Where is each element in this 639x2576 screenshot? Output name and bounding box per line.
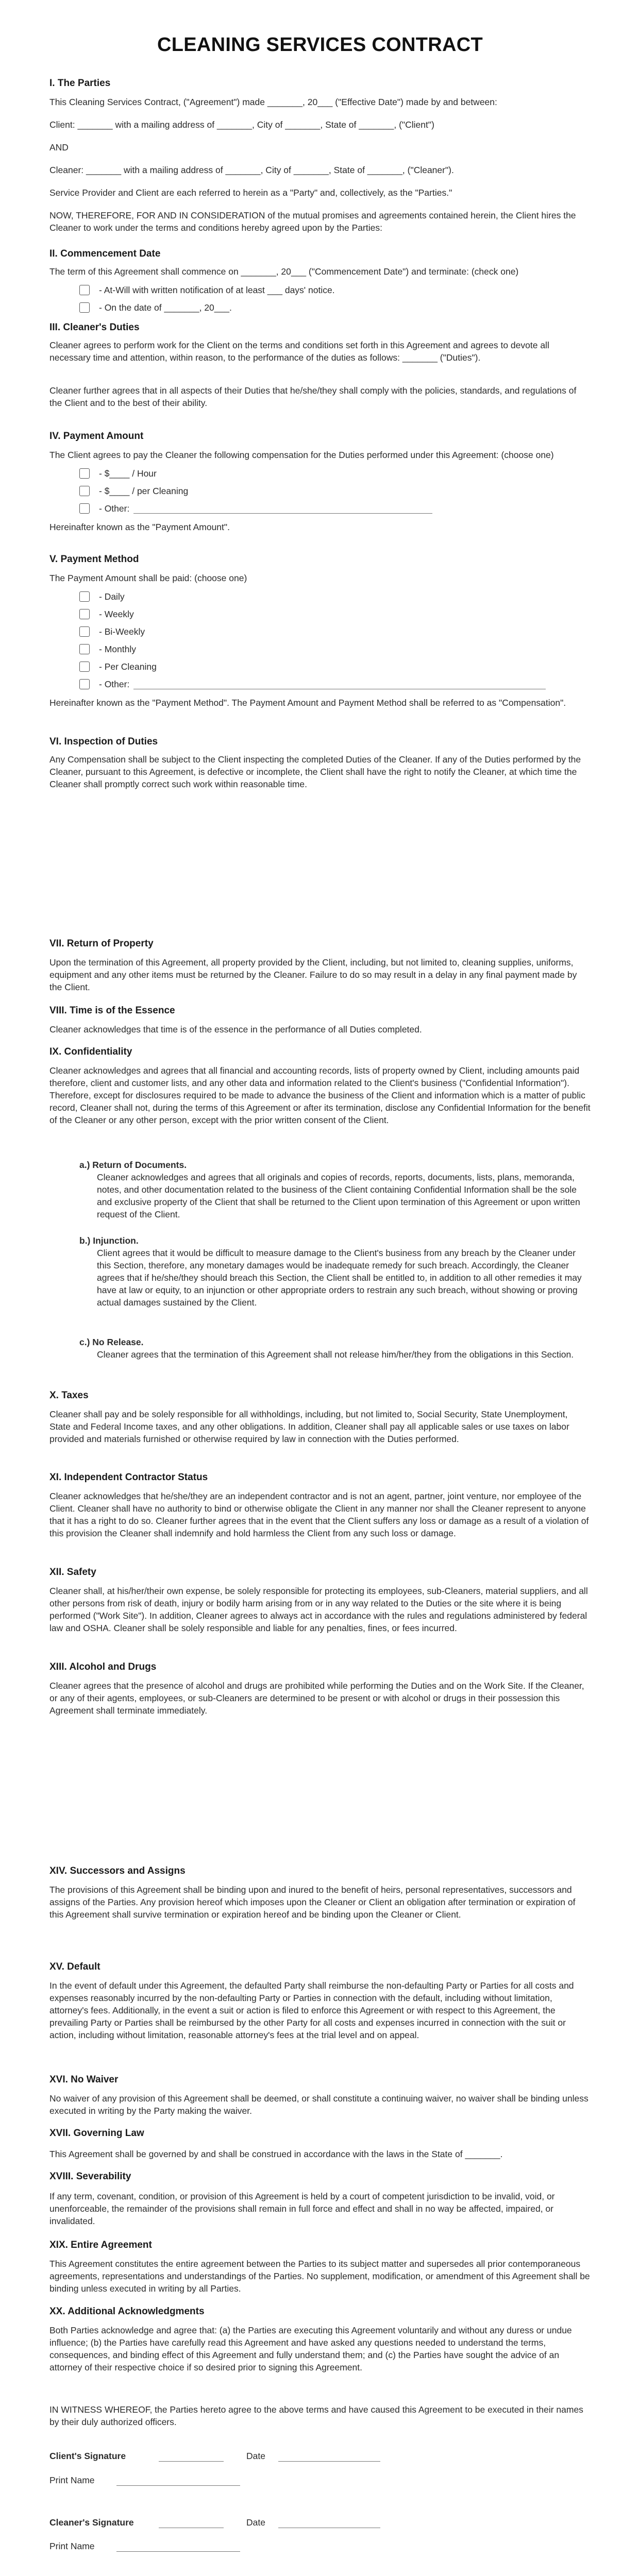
option-label: - Other: (99, 503, 130, 514)
paragraph: Hereinafter known as the "Payment Method". The Payment Amount and Payment Method shall be referred to as "Compensation". (49, 698, 566, 708)
section-severability (49, 2171, 591, 2227)
client-date-line[interactable] (278, 2452, 380, 2462)
payment-option-hourly[interactable] (79, 467, 591, 480)
client-signature-line[interactable] (159, 2452, 224, 2462)
section-heading: V. Payment Method (49, 554, 139, 565)
paragraph: Hereinafter known as the "Payment Amount". (49, 522, 230, 532)
option-label: - On the date of _______, 20___. (99, 302, 232, 313)
option-label: - Daily (99, 591, 125, 602)
section-heading: XVI. No Waiver (49, 2074, 119, 2085)
section-heading: XIV. Successors and Assigns (49, 1866, 186, 1876)
paragraph: Upon the termination of this Agreement, all property provided by the Client, including, but not limited to, cleaning supplies, uniforms, equipment and any other items must be returned by the Cleaner. Failure to do so may result in a delay in any final payment made by the Client. (49, 957, 577, 992)
payment-option-per-cleaning[interactable] (79, 485, 591, 497)
cleaner-signature-line[interactable] (159, 2518, 224, 2528)
checkbox[interactable] (79, 486, 90, 496)
other-input-line[interactable] (133, 680, 546, 689)
section-entire-agreement (49, 2239, 591, 2295)
paragraph: Cleaner acknowledges and agrees that all financial and accounting records, lists of property owned by Client, including amounts paid therefore, client and customer lists, and any other data and information related to the Client's business ("Confidential Information"). Therefore, except for disclosures required to be made to advance the business of the Client and information which is a matter of public record, Cleaner shall not, during the terms of this Agreement or after its termination, disclose any Confidential Information for the benefit of the Cleaner or any other person, except with the prior written consent of the Client. (49, 1065, 591, 1125)
section-acknowledgments (49, 2306, 591, 2374)
section-heading: XIII. Alcohol and Drugs (49, 1662, 157, 1672)
option-label: - Per Cleaning (99, 662, 157, 672)
client-signature-row (49, 2451, 380, 2462)
method-option-per-cleaning[interactable] (79, 660, 591, 673)
paragraph: Any Compensation shall be subject to the Client inspecting the completed Duties of the Cleaner. If any of the Duties performed by the Cleaner, pursuant to this Agreement, is defective or incomplete, the Client shall have the right to notify the Cleaner, at which time the Cleaner shall promptly correct such work within reasonable time. (49, 754, 581, 789)
section-inspection (49, 736, 591, 790)
checkbox[interactable] (79, 644, 90, 654)
method-option-other[interactable] (79, 678, 591, 690)
subsection-heading: b.) Injunction. (79, 1235, 139, 1246)
method-option-weekly[interactable] (79, 608, 591, 620)
section-heading: III. Cleaner's Duties (49, 322, 140, 333)
paragraph: Client agrees that it would be difficult to measure damage to the Client's business from any breach by the Cleaner under this Section, therefore, any monetary damages would be inadequate remedy for such breach. Accordingly, the Cleaner agrees that if he/she/they should breach this Section, the Client shall be entitled to, in addition to all other remedies it may have at law or equity, to an injunction or other appropriate orders to restrain any such breach, without showing or proving actual damages sustained by the Client. (97, 1248, 582, 1308)
checkbox[interactable] (79, 626, 90, 637)
section-return-of-property (49, 938, 591, 993)
paragraph: AND (49, 142, 69, 152)
cleaner-print-name-line[interactable] (116, 2542, 240, 2552)
section-parties (49, 77, 591, 234)
document-title: CLEANING SERVICES CONTRACT (157, 34, 483, 56)
option-label: - Weekly (99, 609, 134, 619)
option-label: - At-Will with written notification of at least ___ days' notice. (99, 285, 335, 295)
checkbox[interactable] (79, 302, 90, 313)
section-commencement (49, 248, 591, 314)
option-label: - Other: (99, 679, 130, 689)
paragraph: The term of this Agreement shall commence on _______, 20___ ("Commencement Date") and terminate: (check one) (49, 266, 519, 277)
option-label: - $____ / Hour (99, 468, 157, 479)
client-print-name-line[interactable] (116, 2476, 240, 2486)
section-heading: X. Taxes (49, 1390, 89, 1401)
option-label: - Bi-Weekly (99, 626, 145, 637)
paragraph: This Cleaning Services Contract, ("Agreement") made _______, 20___ ("Effective Date") made by and between: (49, 97, 497, 107)
section-heading: XII. Safety (49, 1567, 96, 1578)
option-label: - Monthly (99, 644, 136, 654)
paragraph: In the event of default under this Agreement, the defaulted Party shall reimburse the non-defaulting Party or Parties for all costs and expenses reasonably incurred by the non-defaulting Party or Parties in connection with the default, including without limitation, attorney's fees. Additionally, in the event a suit or action is filed to enforce this Agreement or with respect to this Agreement, the prevailing Party or Parties shall be reimbursed by the other Party for all costs and expenses incurred in connection with the suit or action, including without limitation, reasonable attorney's fees at the trial level and on appeal. (49, 1980, 574, 2040)
paragraph: Cleaner agrees that the presence of alcohol and drugs are prohibited while performing the Duties and on the Work Site. If the Cleaner, or any of their agents, employees, or sub-Cleaners are determined to be present or with alcohol or drugs in their possession this Agreement shall terminate immediately. (49, 1681, 584, 1716)
payment-option-other[interactable] (79, 502, 591, 515)
section-heading: XVII. Governing Law (49, 2128, 144, 2139)
section-heading: XV. Default (49, 1961, 100, 1972)
section-alcohol-drugs (49, 1661, 591, 1717)
subsection-heading: a.) Return of Documents. (79, 1160, 187, 1170)
checkbox[interactable] (79, 591, 90, 602)
section-heading: VI. Inspection of Duties (49, 736, 158, 747)
section-heading: XX. Additional Acknowledgments (49, 2306, 205, 2317)
paragraph: This Agreement shall be governed by and shall be construed in accordance with the laws in the State of _______. (49, 2149, 503, 2159)
section-heading: VII. Return of Property (49, 938, 154, 949)
section-independent-contractor (49, 1471, 591, 1539)
section-safety (49, 1566, 591, 1634)
paragraph: Cleaner acknowledges that he/she/they are an independent contractor and is not an agent, partner, joint venture, nor employee of the Client. Cleaner shall have no authority to bind or otherwise obligate the Client in any manner nor shall the Cleaner represent to anyone that it has a right to do so. Cleaner further agrees that in the event that the Client suffers any loss or damage as a result of a violation of this provision the Cleaner shall indemnify and hold harmless the Client from any such loss or damage. (49, 1491, 589, 1538)
method-option-biweekly[interactable] (79, 625, 591, 638)
term-option-at-will[interactable] (79, 284, 591, 296)
cleaner-signature-row (49, 2517, 380, 2528)
paragraph: The provisions of this Agreement shall be binding upon and inured to the benefit of heirs, personal representatives, successors and assigns of the Parties. Any provision hereof which imposes upon the Cleaner or Client an obligation after termination or expiration of this Agreement shall survive termination or expiration hereof and be binding upon the Cleaner or Client. (49, 1885, 576, 1920)
paragraph: This Agreement constitutes the entire agreement between the Parties to its subject matter and supersedes all prior contemporaneous agreements, representations and understandings of the Parties. No supplement, modification, or amendment of this Agreement shall be binding unless executed in writing by all Parties. (49, 2259, 590, 2294)
witness-paragraph (49, 2403, 591, 2428)
section-heading: I. The Parties (49, 78, 111, 89)
subsection-return-of-documents (79, 1159, 590, 1221)
subsection-heading: c.) No Release. (79, 1337, 144, 1347)
section-successors (49, 1865, 591, 1921)
checkbox[interactable] (79, 285, 90, 295)
client-signature-label: Client's Signature (49, 2451, 126, 2461)
section-heading: II. Commencement Date (49, 248, 161, 259)
term-option-date[interactable] (79, 301, 591, 314)
section-payment-method (49, 553, 591, 709)
section-default (49, 1961, 591, 2041)
client-line: Client: _______ with a mailing address of _______, City of _______, State of _______, ("Client") (49, 120, 434, 130)
method-option-monthly[interactable] (79, 643, 591, 655)
paragraph: Cleaner acknowledges that time is of the essence in the performance of all Duties completed. (49, 1024, 422, 1035)
section-heading: VIII. Time is of the Essence (49, 1005, 175, 1016)
method-option-daily[interactable] (79, 590, 591, 603)
date-label: Date (246, 2451, 265, 2461)
subsection-no-release (79, 1336, 590, 1361)
section-heading: XVIII. Severability (49, 2171, 131, 2182)
paragraph: Cleaner acknowledges and agrees that all originals and copies of records, reports, documents, lists, plans, memoranda, notes, and other documentation related to the business of the Client containing Confidential Information shall be the sole and exclusive property of the Client that shall be returned to the Client upon termination of this Agreement or upon written request of the Client. (97, 1172, 580, 1219)
option-label: - $____ / per Cleaning (99, 486, 189, 496)
section-time-essence (49, 1005, 591, 1036)
section-heading: IV. Payment Amount (49, 431, 144, 442)
date-label: Date (246, 2517, 265, 2528)
other-input-line[interactable] (133, 504, 432, 514)
checkbox[interactable] (79, 662, 90, 672)
paragraph: Cleaner shall, at his/her/their own expense, be solely responsible for protecting its employees, sub-Cleaners, material suppliers, and all other persons from risk of death, injury or bodily harm arising from or in any way related to the Duties or the site where it is being performed ("Work Site"). In addition, Cleaner agrees to always act in accordance with the rules and regulations administered by federal law and OSHA. Cleaner shall be solely responsible and liable for any penalties, fines, or fees incurred. (49, 1586, 588, 1633)
cleaner-print-name-row (49, 2541, 240, 2552)
checkbox[interactable] (79, 503, 90, 514)
cleaner-date-line[interactable] (278, 2518, 380, 2528)
paragraph: No waiver of any provision of this Agreement shall be deemed, or shall constitute a continuing waiver, no waiver shall be binding unless executed in writing by the Party making the waiver. (49, 2093, 588, 2116)
section-payment-amount (49, 430, 591, 533)
checkbox[interactable] (79, 609, 90, 619)
cleaner-signature-label: Cleaner's Signature (49, 2517, 134, 2528)
section-confidentiality (49, 1046, 591, 1126)
checkbox[interactable] (79, 679, 90, 689)
section-heading: XIX. Entire Agreement (49, 2240, 152, 2250)
paragraph: IN WITNESS WHEREOF, the Parties hereto agree to the above terms and have caused this Agreement to be executed in their names by their duly authorized officers. (49, 2404, 583, 2427)
paragraph: Cleaner further agrees that in all aspects of their Duties that he/she/they shall comply with the policies, standards, and regulations of the Client and to the best of their ability. (49, 385, 577, 408)
paragraph: If any term, covenant, condition, or provision of this Agreement is held by a court of competent jurisdiction to be invalid, void, or unenforceable, the remainder of the provisions shall remain in full force and effect and shall in no way be affected, impaired, or invalidated. (49, 2191, 555, 2226)
paragraph: Cleaner agrees that the termination of this Agreement shall not release him/her/they from the obligations in this Section. (97, 1349, 574, 1360)
paragraph: The Client agrees to pay the Cleaner the following compensation for the Duties performed under this Agreement: (choose one) (49, 450, 554, 460)
section-no-waiver (49, 2074, 591, 2117)
paragraph: NOW, THEREFORE, FOR AND IN CONSIDERATION of the mutual promises and agreements contained herein, the Client hires the Cleaner to work under the terms and conditions hereby agreed upon by the Parties: (49, 210, 576, 233)
section-taxes (49, 1389, 591, 1445)
paragraph: The Payment Amount shall be paid: (choose one) (49, 573, 247, 583)
cleaner-line: Cleaner: _______ with a mailing address of _______, City of _______, State of _______, ("Cleaner"). (49, 165, 454, 175)
print-name-label: Print Name (49, 2541, 95, 2551)
section-heading: XI. Independent Contractor Status (49, 1472, 208, 1483)
paragraph: Cleaner agrees to perform work for the Client on the terms and conditions set forth in this Agreement and agrees to devote all necessary time and attention, within reason, to the performance of the duties as follows: _______ ("Duties"). (49, 340, 549, 363)
paragraph: Both Parties acknowledge and agree that: (a) the Parties are executing this Agreement voluntarily and without any duress or undue influence; (b) the Parties have carefully read this Agreement and have asked any questions needed to understand the terms, consequences, and binding effect of this Agreement and fully understand them; and (c) the Parties have sought the advice of an attorney of their respective choice if so desired prior to signing this Agreement. (49, 2325, 572, 2372)
subsection-injunction (79, 1234, 590, 1309)
client-print-name-row (49, 2475, 240, 2486)
section-duties (49, 321, 591, 409)
section-governing-law (49, 2127, 591, 2160)
section-heading: IX. Confidentiality (49, 1046, 132, 1057)
checkbox[interactable] (79, 468, 90, 479)
paragraph: Service Provider and Client are each referred to herein as a "Party" and, collectively, as the "Parties." (49, 188, 452, 198)
paragraph: Cleaner shall pay and be solely responsible for all withholdings, including, but not limited to, Social Security, State Unemployment, State and Federal Income taxes, and any other obligations. In addition, Cleaner shall pay all applicable sales or use taxes on labor provided and materials furnished or otherwise required by law in connection with the Duties performed. (49, 1409, 569, 1444)
print-name-label: Print Name (49, 2475, 95, 2485)
